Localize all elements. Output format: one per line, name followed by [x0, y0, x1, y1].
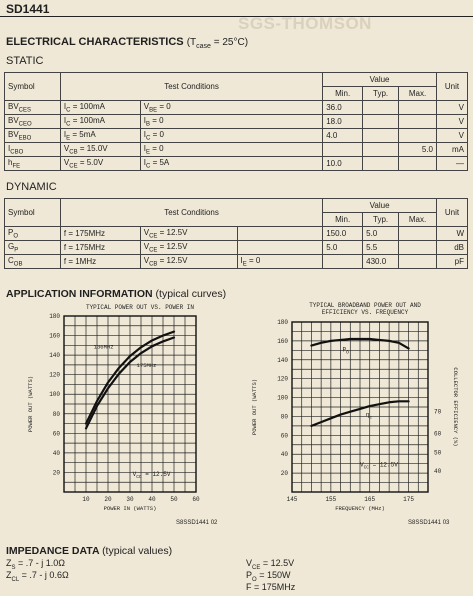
test-condition-2: $I_E = 0$: [140, 143, 322, 157]
test-condition-2: $I_B = 0$: [140, 115, 322, 129]
table-row: [5, 115, 468, 129]
typ-value: [363, 157, 399, 171]
table-row: [5, 101, 468, 115]
max-value: [399, 241, 437, 255]
dyn-col-max: Max.: [399, 213, 437, 227]
min-value: 36.0: [323, 101, 363, 115]
min-value: 5.0: [323, 241, 363, 255]
y-tick-label: 100: [49, 391, 60, 399]
unit-value: mA: [436, 143, 467, 157]
static-label: STATIC: [6, 55, 44, 67]
dynamic-label: DYNAMIC: [6, 181, 57, 193]
unit-value: V: [436, 115, 467, 129]
electrical-condition: $(T_{case} = 25^\circ C)$: [186, 37, 249, 50]
chart1-figure-id: S8SSD1441 02: [176, 520, 218, 526]
series-label-175mhz: 175MHz: [136, 361, 157, 369]
chart2-title: TYPICAL BROADBAND POWER OUT AND EFFICIENCY VS. FREQUENCY: [309, 302, 421, 316]
max-value: [399, 157, 437, 171]
x-tick-label: 10: [82, 496, 90, 503]
unit-value: —: [436, 157, 467, 171]
chart1-title: TYPICAL POWER OUT VS. POWER IN: [85, 304, 195, 311]
typ-value: [363, 129, 399, 143]
test-condition-1: f = 175MHz: [60, 241, 140, 255]
min-value: [323, 255, 363, 269]
x-tick-label: 40: [148, 496, 156, 503]
y-axis-label: POWER OUT (WATTS): [27, 375, 34, 433]
symbol-cell: $BV_{CES}$: [5, 101, 61, 115]
test-condition-2: $V_{BE} = 0$: [140, 101, 322, 115]
y-tick-label: 20: [280, 470, 288, 478]
y-tick-label: 140: [277, 356, 288, 364]
electrical-heading: [6, 36, 248, 50]
min-value: 10.0: [323, 157, 363, 171]
watermark-brand: SGS-THOMSON: [238, 14, 372, 33]
y-tick-label: 40: [52, 449, 60, 457]
y2-axis-label: COLLECTOR EFFICIENCY (%): [452, 367, 459, 447]
test-condition-3: [237, 241, 323, 255]
x-tick-label: 50: [170, 496, 178, 503]
chart-broadband-power-efficiency: [248, 318, 464, 526]
typ-value: [363, 101, 399, 115]
static-table: [4, 72, 468, 171]
test-condition-2: $I_C = 0$: [140, 129, 322, 143]
y-tick-label: 140: [49, 352, 60, 360]
application-title: APPLICATION INFORMATION: [6, 288, 153, 300]
test-condition-1: $I_C = 100mA$: [60, 115, 140, 129]
impedance-heading: [6, 545, 172, 557]
max-value: [399, 115, 437, 129]
max-value: [399, 101, 437, 115]
impedance-vce: $V_{CE} = 12.5V$: [246, 558, 295, 571]
chart-power-out-vs-power-in: [18, 308, 218, 530]
typ-value: [363, 115, 399, 129]
series-label-136mhz: 136MHz: [93, 343, 114, 351]
dyn-col-unit: Unit: [437, 199, 468, 227]
x-tick-label: 60: [192, 496, 200, 503]
dynamic-table: [4, 198, 468, 269]
series-label-po: $P_O$: [342, 346, 349, 356]
max-value: [399, 227, 437, 241]
table-row: [5, 157, 468, 171]
min-value: 18.0: [323, 115, 363, 129]
y2-tick-label: 50: [434, 449, 442, 457]
max-value: 5.0: [399, 143, 437, 157]
col-test: Test Conditions: [60, 73, 322, 101]
table-row: [5, 129, 468, 143]
table-row: [5, 241, 468, 255]
min-value: 4.0: [323, 129, 363, 143]
y-tick-label: 120: [277, 375, 288, 383]
unit-value: V: [436, 129, 467, 143]
x-tick-label: 155: [325, 496, 337, 503]
dyn-col-typ: Typ.: [363, 213, 399, 227]
symbol-cell: $BV_{CEO}$: [5, 115, 61, 129]
unit-value: V: [436, 101, 467, 115]
dyn-col-value: Value: [323, 199, 437, 213]
symbol-cell: $P_O$: [5, 227, 61, 241]
symbol-cell: $BV_{EBO}$: [5, 129, 61, 143]
x-axis-label: FREQUENCY (MHz): [335, 505, 385, 512]
table-row: [5, 143, 468, 157]
y-tick-label: 40: [280, 451, 288, 459]
col-symbol: Symbol: [5, 73, 61, 101]
x-tick-label: 175: [403, 496, 414, 503]
typ-value: [363, 143, 399, 157]
y-tick-label: 60: [280, 432, 288, 440]
test-condition-1: f = 175MHz: [60, 227, 140, 241]
y-tick-label: 20: [52, 469, 60, 477]
part-number: SD1441: [6, 2, 50, 16]
col-max: Max.: [399, 87, 437, 101]
symbol-cell: $I_{CBO}$: [5, 143, 61, 157]
symbol-cell: $h_{FE}$: [5, 157, 61, 171]
y2-tick-label: 70: [434, 408, 442, 416]
max-value: [399, 129, 437, 143]
unit-value: pF: [437, 255, 468, 269]
test-condition-1: $I_E = 5mA$: [60, 129, 140, 143]
impedance-zs: $Z_S = .7 - j$ 1.0Ω: [6, 558, 66, 571]
impedance-f: F = 175MHz: [246, 582, 296, 592]
y-tick-label: 80: [52, 410, 60, 418]
typ-value: 5.5: [363, 241, 399, 255]
electrical-title: ELECTRICAL CHARACTERISTICS: [6, 36, 184, 48]
x-tick-label: 20: [104, 496, 112, 503]
col-unit: Unit: [436, 73, 467, 101]
y-tick-label: 160: [277, 337, 288, 345]
y-tick-label: 180: [277, 319, 288, 326]
max-value: [399, 255, 437, 269]
x-axis-label: POWER IN (WATTS): [103, 505, 157, 512]
y2-tick-label: 40: [434, 468, 442, 476]
test-condition-1: $V_{CB} = 15.0V$: [60, 143, 140, 157]
table-row: [5, 255, 468, 269]
impedance-subtitle: (typical values): [102, 545, 173, 557]
test-condition-1: $I_C = 100mA$: [60, 101, 140, 115]
min-value: 150.0: [323, 227, 363, 241]
col-typ: Typ.: [363, 87, 399, 101]
y-tick-label: 80: [280, 413, 288, 421]
dyn-col-test: Test Conditions: [60, 199, 322, 227]
symbol-cell: $C_{OB}$: [5, 255, 61, 269]
typ-value: 430.0: [363, 255, 399, 269]
typ-value: 5.0: [363, 227, 399, 241]
dyn-col-min: Min.: [323, 213, 363, 227]
header-rule: [0, 16, 473, 17]
unit-value: dB: [437, 241, 468, 255]
col-value: Value: [323, 73, 437, 87]
test-condition-1: $V_{CE} = 5.0V$: [60, 157, 140, 171]
vcc-annotation: $V_{CC} = 12.5V$: [360, 461, 398, 471]
impedance-zcl: $Z_{CL} = .7 - j$ 0.6Ω: [6, 570, 69, 583]
y-tick-label: 100: [277, 394, 288, 402]
impedance-po: $P_O = 150W$: [246, 570, 291, 583]
x-tick-label: 165: [364, 496, 376, 503]
y-tick-label: 120: [49, 371, 60, 379]
test-condition-1: f = 1MHz: [60, 255, 140, 269]
table-row: [5, 227, 468, 241]
unit-value: W: [437, 227, 468, 241]
dyn-col-symbol: Symbol: [5, 199, 61, 227]
y-tick-label: 160: [49, 332, 60, 340]
test-condition-2: $V_{CE} = 12.5V$: [140, 227, 237, 241]
y-tick-label: 180: [49, 313, 60, 320]
application-heading: [6, 288, 226, 300]
min-value: [323, 143, 363, 157]
symbol-cell: $G_P$: [5, 241, 61, 255]
test-condition-2: $I_C = 5A$: [140, 157, 322, 171]
vcc-annotation: $V_{CC} = 12.5V$: [132, 471, 171, 481]
test-condition-3: $I_E = 0$: [237, 255, 323, 269]
application-subtitle: (typical curves): [155, 288, 227, 300]
col-min: Min.: [323, 87, 363, 101]
chart2-figure-id: S8SSD1441 03: [408, 520, 450, 526]
test-condition-2: $V_{CE} = 12.5V$: [140, 241, 237, 255]
impedance-title: IMPEDANCE DATA: [6, 545, 100, 557]
y2-tick-label: 60: [434, 430, 442, 438]
test-condition-2: $V_{CB} = 12.5V$: [140, 255, 237, 269]
y-axis-label: POWER OUT (WATTS): [251, 378, 258, 436]
x-tick-label: 30: [126, 496, 134, 503]
test-condition-3: [237, 227, 323, 241]
y-tick-label: 60: [52, 430, 60, 438]
x-tick-label: 145: [286, 496, 298, 503]
series-label-efficiency: $\eta_c$: [365, 411, 373, 421]
